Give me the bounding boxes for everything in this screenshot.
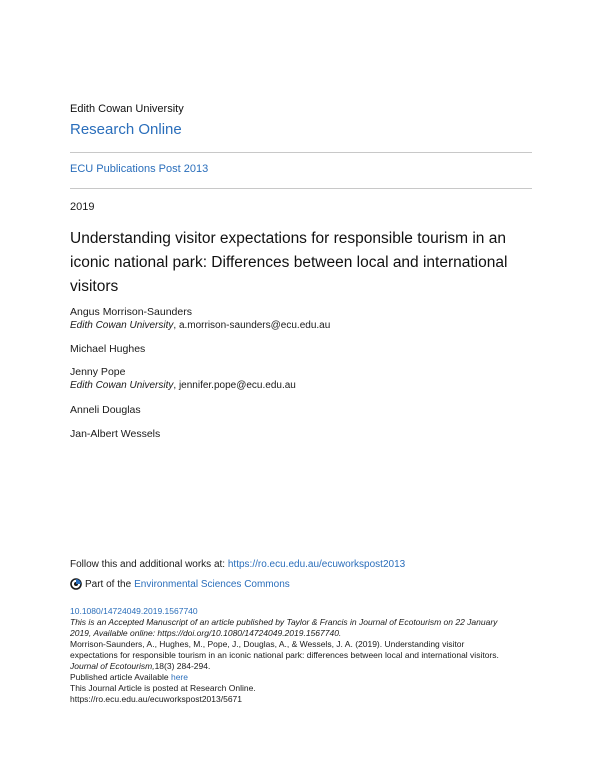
series-link[interactable]: ECU Publications Post 2013 (70, 163, 209, 175)
posted-note: This Journal Article is posted at Research Online. (70, 683, 256, 693)
commons-link[interactable]: Environmental Sciences Commons (134, 578, 290, 590)
author-block (70, 428, 160, 441)
follow-line (70, 559, 405, 570)
author-email: a.morrison-saunders@ecu.edu.au (178, 320, 331, 331)
manuscript-note: This is an Accepted Manuscript of an article published by Taylor & Francis in Journal of Ecotourism on 22 January (70, 617, 498, 627)
journal-name: Journal of Ecotourism, (70, 661, 155, 671)
affiliation-name: Edith Cowan University (70, 320, 174, 331)
author-block (70, 343, 145, 356)
divider (70, 188, 532, 189)
author-affiliation: Edith Cowan University, a.morrison-saunders@ecu.edu.au (70, 320, 331, 331)
article-title: Understanding visitor expectations for responsible tourism in an iconic national park: Differences between local and international visitors (70, 230, 508, 295)
doi-link[interactable]: 10.1080/14724049.2019.1567740 (70, 606, 198, 616)
collection-link[interactable]: https://ro.ecu.edu.au/ecuworkspost2013 (227, 559, 406, 570)
repository-link[interactable]: Research Online (70, 121, 182, 138)
available-text: Published article Available (70, 672, 171, 682)
author-name: Jenny Pope (70, 366, 126, 378)
handle-url: https://ro.ecu.edu.au/ecuworkspost2013/5671 (70, 694, 243, 704)
reference-line (70, 661, 540, 672)
volume-pages: 18(3) 284-294. (154, 661, 211, 671)
network-icon (70, 578, 82, 590)
author-email: jennifer.pope@ecu.edu.au (178, 380, 296, 391)
author-name: Michael Hughes (70, 343, 146, 355)
reference-line: Morrison-Saunders, A., Hughes, M., Pope, J., Douglas, A., & Wessels, J. A. (2019). Understanding visitor (70, 639, 465, 649)
author-name: Jan-Albert Wessels (70, 428, 161, 440)
author-name: Angus Morrison-Saunders (70, 306, 192, 318)
author-affiliation: Edith Cowan University, jennifer.pope@ecu.edu.au (70, 380, 296, 391)
divider (70, 152, 532, 153)
part-of-prefix: Part of the (85, 578, 132, 590)
manuscript-note: 2019, Available online: https://doi.org/10.1080/14724049.2019.1567740. (70, 628, 342, 638)
author-block (70, 404, 141, 417)
article-here-link[interactable]: here (170, 672, 188, 682)
citation-block (70, 606, 540, 705)
author-block (70, 306, 330, 332)
affiliation-name: Edith Cowan University (70, 380, 174, 391)
author-name: Anneli Douglas (70, 404, 141, 416)
follow-text: Follow this and additional works at: (70, 559, 228, 570)
publication-year: 2019 (70, 201, 95, 213)
part-of-line (70, 578, 290, 590)
author-block (70, 366, 296, 392)
availability-line (70, 672, 540, 683)
university-name: Edith Cowan University (70, 103, 184, 115)
reference-line: expectations for responsible tourism in an iconic national park: differences between local and international visitors. (70, 650, 499, 660)
